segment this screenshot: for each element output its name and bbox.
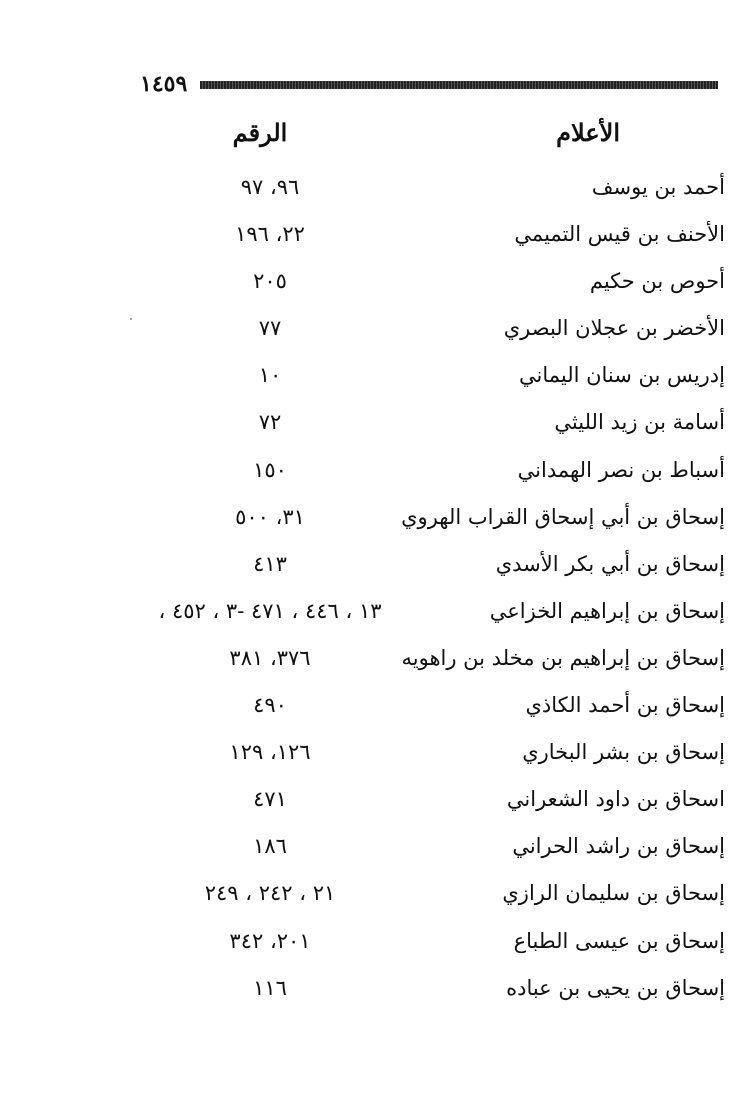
index-entry — [0, 541, 747, 588]
entry-name: أحوص بن حكيم — [589, 269, 725, 294]
index-entry — [0, 729, 747, 776]
entry-numbers: ٣٧٦، ٣٨١ — [229, 645, 311, 670]
index-entry — [0, 918, 747, 965]
entry-numbers: ١٣ ، ٤٤٦ ، ٤٧١ -٣ ، ٤٥٢ ، — [158, 598, 382, 623]
entry-name: إسحاق بن عيسى الطباع — [513, 928, 725, 953]
index-entry — [0, 682, 747, 729]
header-rule — [200, 81, 718, 89]
index-entries — [0, 164, 747, 1012]
entry-name: إسحاق بن أحمد الكاذي — [525, 693, 725, 718]
index-entry — [0, 258, 747, 305]
entry-name: إسحاق بن إبراهيم بن مخلد بن راهويه — [401, 645, 725, 670]
index-entry — [0, 635, 747, 682]
entry-name: إسحاق بن سليمان الرازي — [502, 881, 725, 906]
index-entry — [0, 588, 747, 635]
entry-numbers: ٢٢، ١٩٦ — [235, 222, 305, 247]
page-number: ١٤٥٩ — [140, 71, 188, 97]
entry-name: أحمد بن يوسف — [591, 175, 725, 199]
entry-name: إدريس بن سنان اليماني — [518, 363, 725, 388]
index-entry — [0, 211, 747, 258]
entry-numbers: ٢٠٥ — [253, 269, 287, 294]
entry-numbers: ١٠ — [258, 363, 282, 388]
entry-numbers: ٧٢ — [258, 410, 282, 435]
entry-numbers: ١٨٦ — [253, 834, 287, 859]
entry-numbers: ٧٧ — [258, 316, 282, 341]
index-entry — [0, 870, 747, 917]
entry-numbers: ٤٧١ — [253, 787, 287, 812]
index-entry — [0, 447, 747, 494]
index-entry — [0, 823, 747, 870]
index-entry — [0, 164, 747, 211]
index-entry — [0, 494, 747, 541]
column-header-numbers: الرقم — [232, 118, 288, 147]
entry-name: إسحاق بن إبراهيم الخزاعي — [489, 598, 725, 623]
entry-numbers: ٩٦، ٩٧ — [240, 175, 300, 199]
index-entry — [0, 399, 747, 446]
entry-name: الأحنف بن قيس التميمي — [514, 222, 725, 247]
entry-name: أسباط بن نصر الهمداني — [517, 457, 725, 482]
entry-name: أسامة بن زيد الليثي — [554, 410, 725, 435]
entry-numbers: ١٢٦، ١٢٩ — [229, 740, 311, 765]
entry-name: إسحاق بن أبي بكر الأسدي — [495, 551, 725, 576]
entry-name: إسحاق بن بشر البخاري — [522, 740, 725, 765]
entry-numbers: ٤٩٠ — [253, 693, 287, 718]
entry-numbers: ١١٦ — [253, 975, 287, 1000]
index-entry — [0, 965, 747, 1012]
entry-numbers: ٤١٣ — [253, 551, 287, 576]
column-header-names: الأعلام — [556, 118, 620, 147]
entry-name: إسحاق بن يحيى بن عباده — [506, 975, 725, 1000]
index-entry — [0, 352, 747, 399]
entry-numbers: ٢٠١، ٣٤٢ — [229, 928, 311, 953]
entry-name: الأخضر بن عجلان البصري — [503, 316, 725, 341]
entry-numbers: ٢١ ، ٢٤٢ ، ٢٤٩ — [204, 881, 336, 906]
entry-numbers: ٣١، ٥٠٠ — [235, 504, 305, 529]
entry-numbers: ١٥٠ — [253, 457, 287, 482]
entry-name: إسحاق بن راشد الحراني — [512, 834, 725, 859]
index-entry — [0, 776, 747, 823]
index-entry — [0, 305, 747, 352]
entry-name: اسحاق بن داود الشعراني — [506, 787, 725, 812]
entry-name: إسحاق بن أبي إسحاق القراب الهروي — [401, 504, 725, 529]
